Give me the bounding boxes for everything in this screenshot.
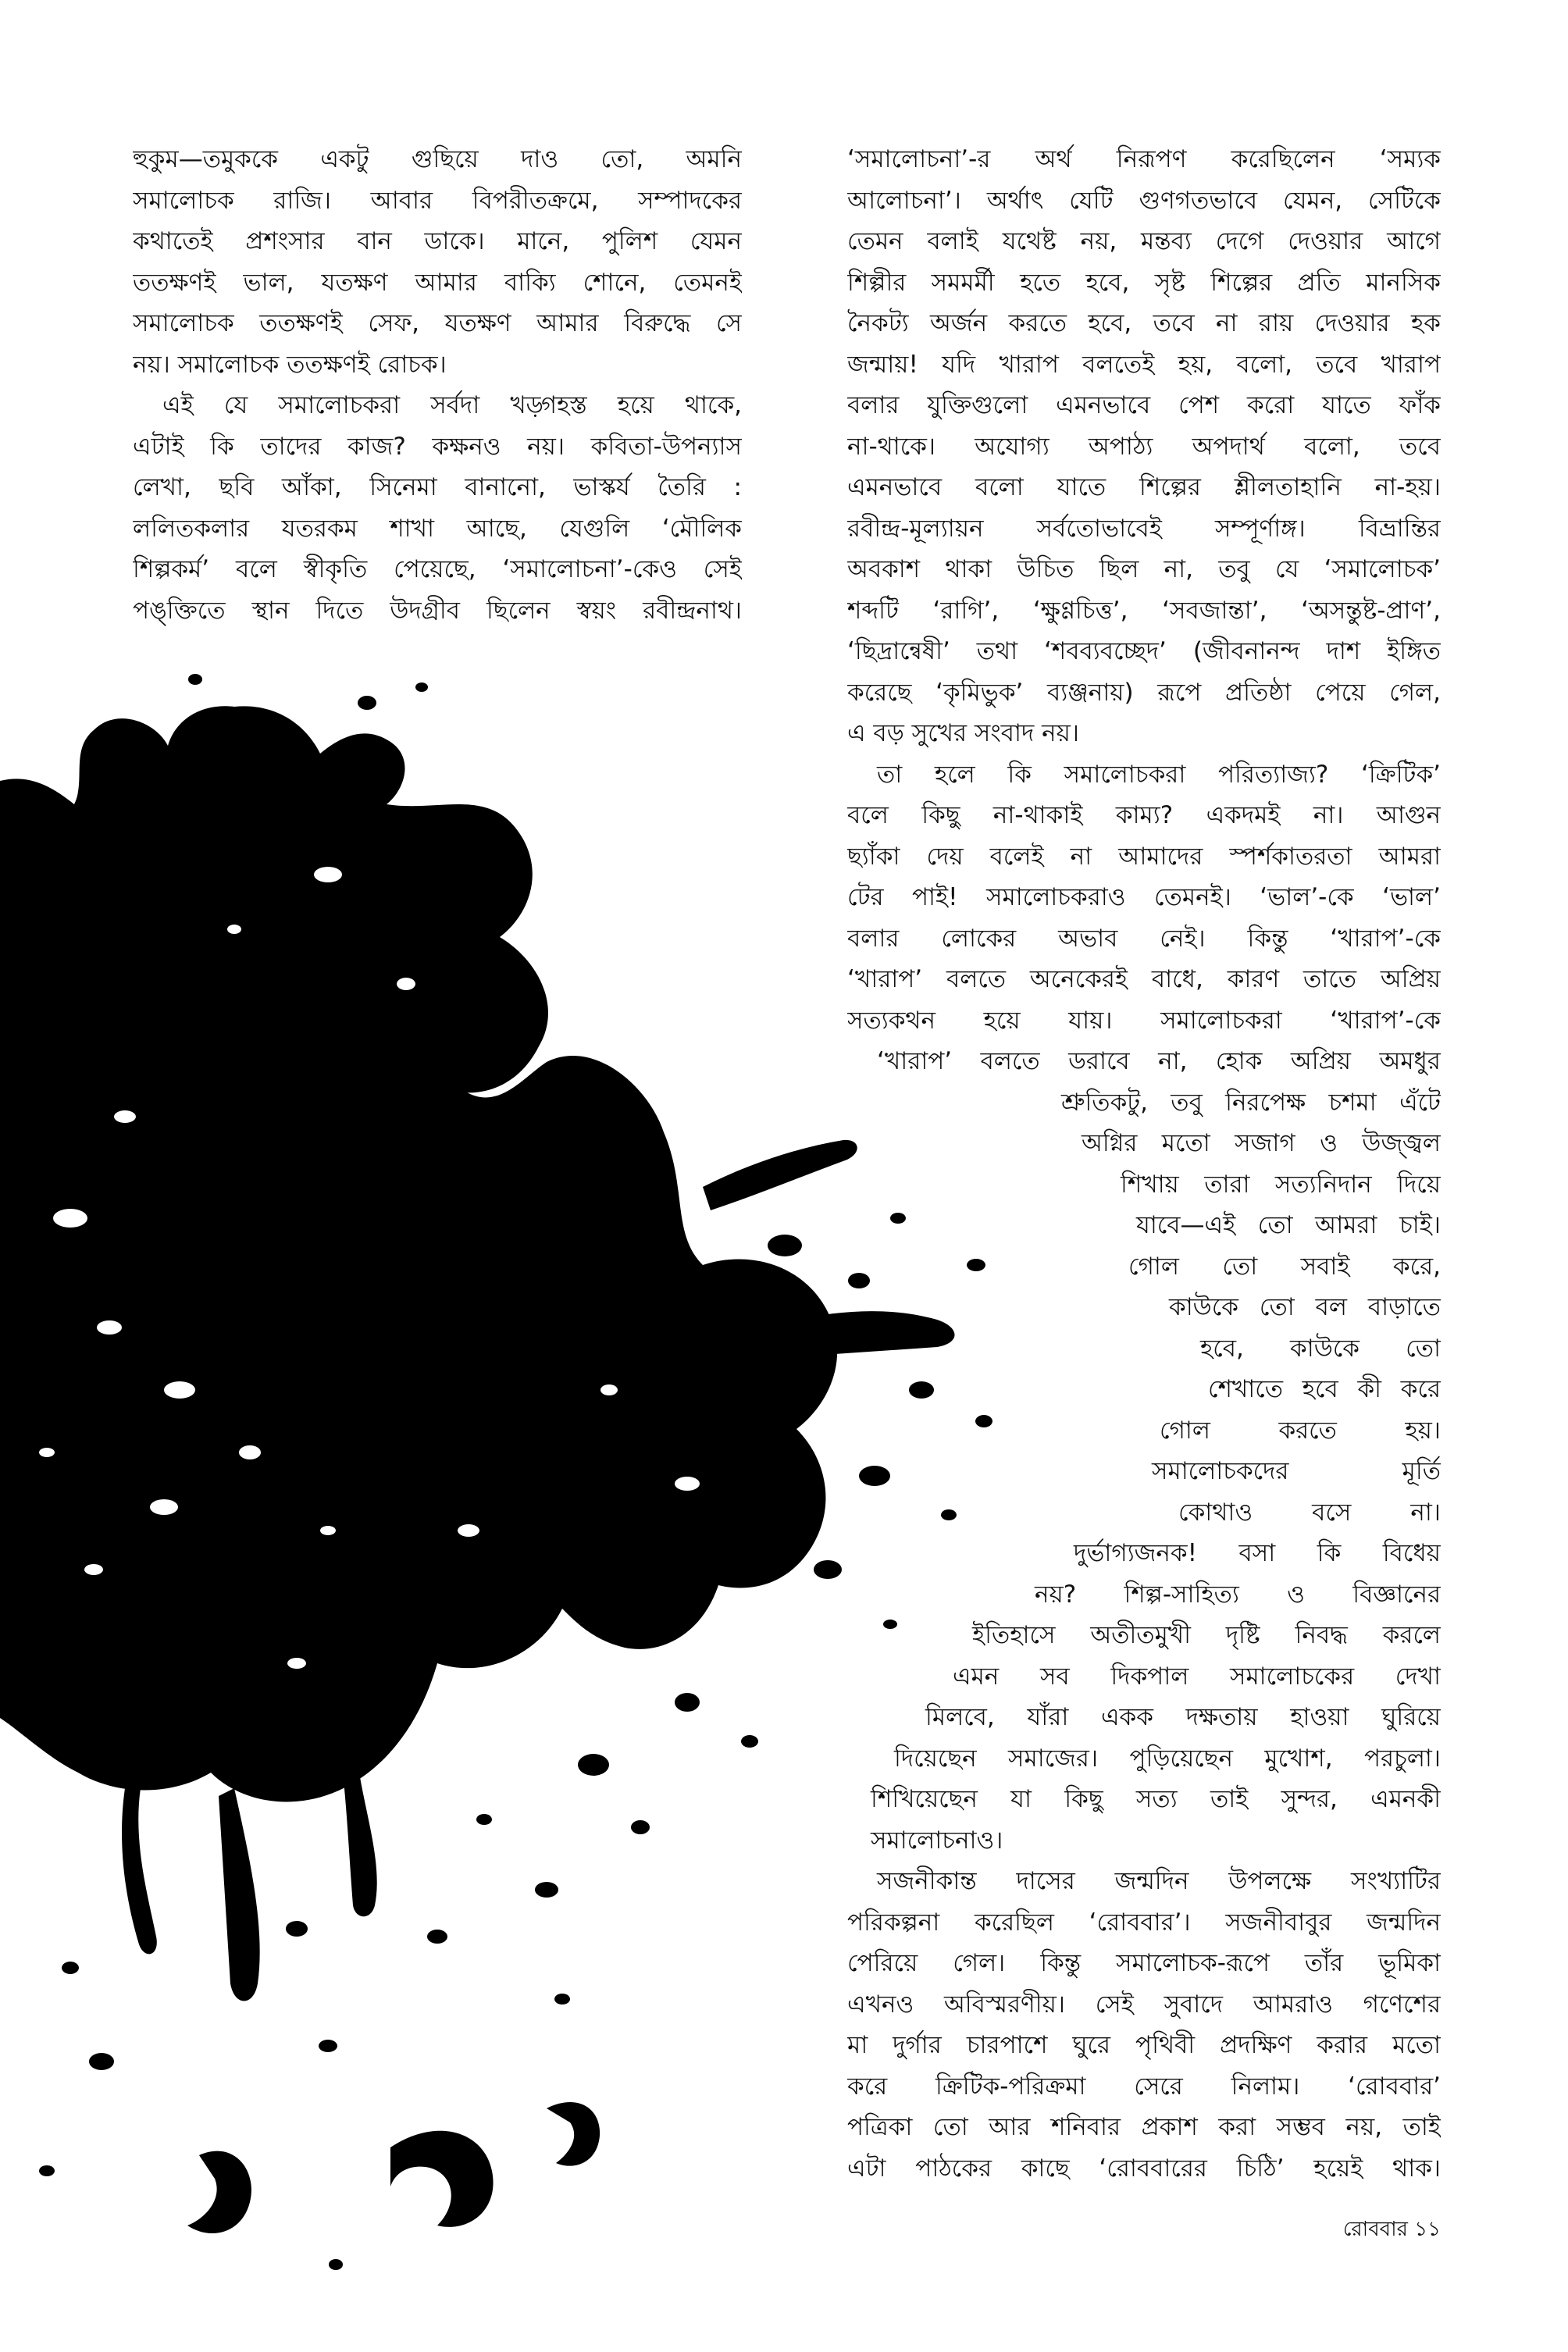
ink-speckle (164, 1381, 195, 1399)
text-line: সত্যকথন হয়ে যায়। সমালোচকরা ‘খারাপ’-কে (847, 1006, 1441, 1035)
text-line: তা হলে কি সমালোচকরা পরিত্যাজ্য? ‘ক্রিটিক’ (877, 760, 1441, 789)
text-line: অগ্নির মতো সজাগ ও উজ্জ্বল (1082, 1129, 1441, 1157)
text-line: ‘খারাপ’ বলতে অনেকেরই বাধে, কারণ তাতে অপ্রিয় (847, 965, 1441, 993)
ink-speckle (458, 1524, 479, 1537)
text-line: গোল করতে হয়। (1160, 1416, 1441, 1445)
text-line: কাউকে তো বল বাড়াতে (1169, 1293, 1441, 1321)
text-line: হুকুম—তমুককে একটু গুছিয়ে দাও তো, অমনি (133, 145, 742, 173)
left-text-column (133, 139, 742, 631)
text-line: ‘ছিদ্রান্বেষী’ তথা ‘শবব্যবচ্ছেদ’ (জীবনানন্দ দাশ ইঙ্গিত (847, 637, 1441, 665)
text-line: অবকাশ থাকা উচিত ছিল না, তবু যে ‘সমালোচক’ (847, 555, 1441, 583)
text-line: নয়। সমালোচক ততক্ষণই রোচক। (133, 350, 447, 379)
ink-dot (631, 1820, 650, 1834)
ink-drip-2 (344, 1773, 377, 1916)
text-line: সজনীকান্ত দাসের জন্মদিন উপলক্ষে সংখ্যাটির (877, 1867, 1441, 1895)
ink-curl-2 (187, 2151, 251, 2233)
right-text-column (847, 139, 1441, 2189)
ink-dot (554, 1994, 570, 2005)
ink-speckle (600, 1384, 618, 1395)
text-line: এমন সব দিকপাল সমালোচকের দেখা (953, 1662, 1441, 1691)
ink-speckle (287, 1658, 306, 1669)
ink-speckle (227, 925, 241, 934)
ink-speckle (84, 1564, 103, 1575)
text-line: এটা পাঠকের কাছে ‘রোববারের চিঠি’ হয়েই থাক। (847, 2154, 1441, 2183)
ink-dot (415, 682, 428, 692)
text-line: ইতিহাসে অতীতমুখী দৃষ্টি নিবদ্ধ করলে (972, 1621, 1441, 1649)
ink-speckle (39, 1448, 55, 1457)
ink-dot (329, 2259, 343, 2270)
text-line: আলোচনা’। অর্থাৎ যেটি গুণগতভাবে যেমন, সেটিকে (847, 186, 1441, 215)
ink-dot (62, 1962, 79, 1974)
text-line: শিখিয়েছেন যা কিছু সত্য তাই সুন্দর, এমনকী (871, 1785, 1441, 1813)
ink-speckle (97, 1320, 122, 1335)
ink-dot (578, 1754, 609, 1776)
ink-speckle (320, 1526, 336, 1535)
ink-speckle (314, 867, 342, 882)
text-line: করে ক্রিটিক-পরিক্রমা সেরে নিলাম। ‘রোববার’ (847, 2072, 1441, 2101)
text-line: এই যে সমালোচকরা সর্বদা খড়্গহস্ত হয়ে থাকে, (162, 391, 742, 419)
ink-speckle (397, 978, 415, 990)
text-line: এখনও অবিস্মরণীয়। সেই সুবাদে আমরাও গণেশের (847, 1990, 1441, 2019)
ink-dot (286, 1921, 308, 1937)
text-line: বলার লোকের অভাব নেই। কিন্তু ‘খারাপ’-কে (847, 924, 1441, 953)
ink-dot (25, 870, 37, 879)
ink-dot (535, 1882, 558, 1898)
ink-blot-upper-lobe (0, 706, 548, 1157)
text-line: পত্রিকা তো আর শনিবার প্রকাশ করা সম্ভব নয়, তাই (847, 2113, 1441, 2141)
ink-speckle (150, 1499, 178, 1515)
text-line: শেখাতে হবে কী করে (1208, 1375, 1441, 1403)
ink-speckle (114, 1110, 136, 1123)
text-line: পেরিয়ে গেল। কিন্তু সমালোচক-রূপে তাঁর ভূমিকা (847, 1949, 1441, 1977)
ink-dot (89, 2053, 114, 2070)
text-line: দিয়েছেন সমাজের। পুড়িয়েছেন মুখোশ, পরচুলা। (894, 1744, 1441, 1773)
text-line: কথাতেই প্রশংসার বান ডাকে। মানে, পুলিশ যেমন (133, 227, 742, 255)
text-line: এ বড় সুখের সংবাদ নয়। (847, 719, 1079, 747)
text-line: পঙ্‌ক্তিতে স্থান দিতে উদগ্রীব ছিলেন স্বয়ং রবীন্দ্রনাথ। (133, 596, 742, 625)
text-line: ললিতকলার যতরকম শাখা আছে, যেগুলি ‘মৌলিক (133, 514, 742, 543)
ink-dot (768, 1235, 802, 1256)
text-line: এমনভাবে বলো যাতে শিল্পের শ্লীলতাহানি না-হয়। (847, 473, 1441, 501)
text-line: সমালোচকদের মূর্তি (1152, 1457, 1441, 1485)
ink-drip-1 (219, 1788, 260, 2001)
ink-dot (814, 1560, 842, 1579)
ink-curl-3 (547, 2102, 600, 2166)
text-line: ‘সমালোচনা’-র অর্থ নিরূপণ করেছিলেন ‘সম্যক (847, 145, 1441, 173)
text-line: মিলবে, যাঁরা একক দক্ষতায় হাওয়া ঘুরিয়ে (925, 1703, 1441, 1731)
ink-dot (188, 674, 202, 685)
ink-dot (741, 1735, 758, 1748)
text-line: নৈকট্য অর্জন করতে হবে, তবে না রায় দেওয়ার হক (847, 309, 1441, 337)
text-line: সমালোচনাও। (871, 1826, 1003, 1855)
text-line: শিখায় তারা সত্যনিদান দিয়ে (1121, 1170, 1441, 1199)
text-line: বলে কিছু না-থাকাই কাম্য? একদমই না। আগুন (847, 801, 1441, 829)
page-folio: রোববার ১১ (1342, 2218, 1441, 2241)
text-line: যাবে—এই তো আমরা চাই। (1136, 1211, 1441, 1239)
ink-dot (319, 2040, 337, 2052)
ink-streak-upper (703, 1140, 857, 1210)
text-line: বলার যুক্তিগুলো এমনভাবে পেশ করো যাতে ফাঁক (847, 391, 1441, 419)
ink-blot-main-body (0, 1012, 837, 1801)
text-line: ছ্যাঁকা দেয় বলেই না আমাদের স্পর্শকাতরতা আমরা (847, 842, 1441, 871)
text-line: কোথাও বসে না। (1178, 1498, 1441, 1527)
ink-drip-3 (122, 1788, 157, 1954)
text-line: শব্দটি ‘রাগি’, ‘ক্ষুণ্ণচিত্ত’, ‘সবজান্তা’, ‘অসন্তুষ্ট-প্রাণ’, (847, 596, 1441, 625)
ink-dot (427, 1930, 447, 1944)
ink-dot (476, 1814, 492, 1825)
ink-dot (66, 955, 82, 966)
text-line: ততক্ষণই ভাল, যতক্ষণ আমার বাক্যি শোনে, তেমনই (133, 268, 742, 297)
text-line: রবীন্দ্র-মূল্যায়ন সর্বতোভাবেই সম্পূর্ণাঙ্গ। বিভ্রান্তির (847, 514, 1441, 543)
text-line: মা দুর্গার চারপাশে ঘুরে পৃথিবী প্রদক্ষিণ করার মতো (847, 2031, 1441, 2059)
text-line: গোল তো সবাই করে, (1128, 1252, 1441, 1281)
text-line: হবে, কাউকে তো (1200, 1334, 1441, 1363)
ink-dot (358, 696, 376, 710)
text-line: শিল্পীর সমমর্মী হতে হবে, সৃষ্ট শিল্পের প্রতি মানসিক (847, 268, 1441, 297)
ink-speckle (53, 1209, 87, 1228)
text-line: নয়? শিল্প-সাহিত্য ও বিজ্ঞানের (1035, 1580, 1441, 1609)
text-line: ‘খারাপ’ বলতে ডরাবে না, হোক অপ্রিয় অমধুর (877, 1047, 1441, 1075)
text-line: লেখা, ছবি আঁকা, সিনেমা বানানো, ভাস্কর্য তৈরি : (133, 473, 742, 501)
text-line: করেছে ‘কৃমিভুক’ ব্যঞ্জনায়) রূপে প্রতিষ্ঠা পেয়ে গেল, (847, 678, 1441, 707)
text-line: শ্রুতিকটু, তবু নিরপেক্ষ চশমা এঁটে (1061, 1088, 1441, 1117)
ink-speckle (675, 1477, 700, 1491)
text-line: পরিকল্পনা করেছিল ‘রোববার’। সজনীবাবুর জন্মদিন (847, 1908, 1441, 1937)
text-line: সমালোচক রাজি। আবার বিপরীতক্রমে, সম্পাদকের (133, 186, 742, 215)
text-line: সমালোচক ততক্ষণই সেফ, যতক্ষণ আমার বিরুদ্ধে সে (133, 309, 742, 337)
ink-speckle (239, 1445, 261, 1459)
ink-curl-1 (390, 2131, 494, 2227)
text-line: টের পাই! সমালোচকরাও তেমনই। ‘ভাল’-কে ‘ভাল’ (847, 883, 1441, 911)
text-line: না-থাকে। অযোগ্য অপাঠ্য অপদার্থ বলো, তবে (847, 432, 1441, 461)
text-line: শিল্পকর্ম’ বলে স্বীকৃতি পেয়েছে, ‘সমালোচনা’-কেও সেই (133, 555, 742, 583)
ink-dot (39, 2165, 55, 2176)
text-line: তেমন বলাই যথেষ্ট নয়, মন্তব্য দেগে দেওয়ার আগে (847, 227, 1441, 255)
text-line: এটাই কি তাদের কাজ? কক্ষনও নয়। কবিতা-উপন্যাস (133, 432, 742, 461)
ink-dot (675, 1693, 700, 1712)
text-line: দুর্ভাগ্যজনক! বসা কি বিধেয় (1074, 1539, 1441, 1567)
text-line: জন্মায়! যদি খারাপ বলতেই হয়, বলো, তবে খারাপ (847, 350, 1441, 379)
